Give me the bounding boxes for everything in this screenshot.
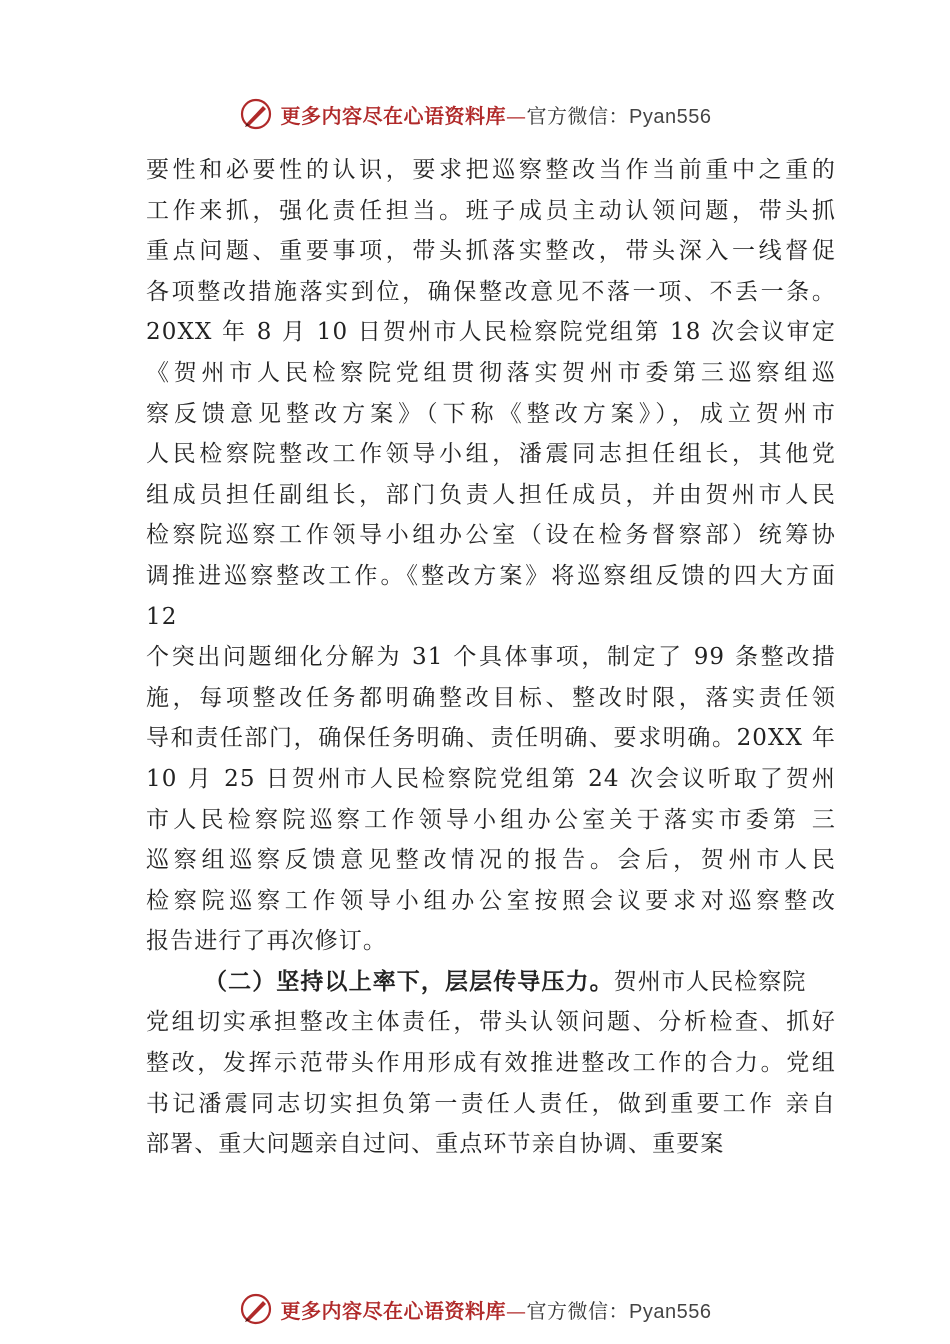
- body-line: 要性和必要性的认识，要求把巡察整改当作当前重中之重的: [146, 157, 836, 183]
- body-line: 重点问题、重要事项，带头抓落实整改，带头深入一线督促: [146, 238, 836, 265]
- body-line: 20XX 年 8 月 10 日贺州市人民检察院党组第 18 次会议审定: [146, 319, 836, 346]
- body-line: 个突出问题细化分解为 31 个具体事项，制定了 99 条整改措: [146, 644, 836, 671]
- watermark-dash: —: [506, 103, 527, 128]
- watermark-official: 官方微信: [526, 1298, 609, 1323]
- document-body: [146, 150, 836, 1165]
- body-line: 书记潘震同志切实担负第一责任人责任，做到重要工作 亲自: [146, 1090, 836, 1117]
- watermark-wechat-id: Pyan556: [629, 1300, 712, 1323]
- body-line: 10 月 25 日贺州市人民检察院党组第 24 次会议听取了贺州: [146, 765, 836, 792]
- body-line: 各项整改措施落实到位，确保整改意见不落一项、不丢一条。: [146, 278, 836, 305]
- watermark-footer: [0, 1287, 950, 1331]
- watermark-text: [281, 100, 712, 129]
- body-line: 整改，发挥示范带头作用形成有效推进整改工作的合力。党组: [146, 1050, 836, 1077]
- body-line: 巡察组巡察反馈意见整改情况的报告。会后，贺州市人民: [146, 847, 836, 874]
- watermark-official: 官方微信: [526, 103, 609, 128]
- pen-logo-icon: [239, 1292, 273, 1326]
- body-line: 工作来抓，强化责任担当。班子成员主动认领问题，带头抓: [146, 197, 836, 224]
- body-line: 调推进巡察整改工作。《整改方案》将巡察组反馈的四大方面: [146, 562, 836, 589]
- body-line: 人民检察院整改工作领导小组，潘震同志担任组长，其他党: [146, 441, 836, 468]
- body-line: 检察院巡察工作领导小组办公室（设在检务督察部）统筹协: [146, 522, 836, 549]
- body-line: 检察院巡察工作领导小组办公室按照会议要求对巡察整改: [146, 887, 836, 914]
- body-line: 《贺州市人民检察院党组贯彻落实贺州市委第三巡察组巡: [146, 359, 836, 386]
- watermark-colon: ：: [608, 1298, 630, 1323]
- section-heading: （二）坚持以上率下，层层传导压力。: [204, 967, 614, 995]
- body-line: 导和责任部门，确保任务明确、责任明确、要求明确。20XX 年: [146, 725, 836, 752]
- section-heading-tail: 贺州市人民检察院: [613, 968, 807, 995]
- watermark-wechat-id: Pyan556: [629, 105, 712, 128]
- watermark-brand: 更多内容尽在心语资料库: [280, 103, 507, 128]
- body-line: 市人民检察院巡察工作领导小组办公室关于落实市委第 三: [146, 806, 836, 833]
- pen-logo-icon: [239, 97, 273, 131]
- body-line: 党组切实承担整改主体责任，带头认领问题、分析检查、抓好: [146, 1009, 836, 1036]
- body-line: 12: [146, 603, 178, 630]
- body-line: 察反馈意见整改方案》（下称《整改方案》），成立贺州市: [146, 400, 836, 427]
- watermark-text: [281, 1295, 712, 1324]
- body-line: 部署、重大问题亲自过问、重点环节亲自协调、重要案: [146, 1131, 725, 1158]
- body-line: 组成员担任副组长，部门负责人担任成员，并由贺州市人民: [146, 481, 836, 508]
- body-line: 施，每项整改任务都明确整改目标、整改时限，落实责任领: [146, 684, 836, 711]
- watermark-brand: 更多内容尽在心语资料库: [280, 1298, 507, 1323]
- section-heading-line: [146, 962, 836, 1003]
- watermark-header: [0, 92, 950, 136]
- watermark-dash: —: [506, 1298, 527, 1323]
- body-line: 报告进行了再次修订。: [146, 928, 387, 955]
- watermark-colon: ：: [608, 103, 630, 128]
